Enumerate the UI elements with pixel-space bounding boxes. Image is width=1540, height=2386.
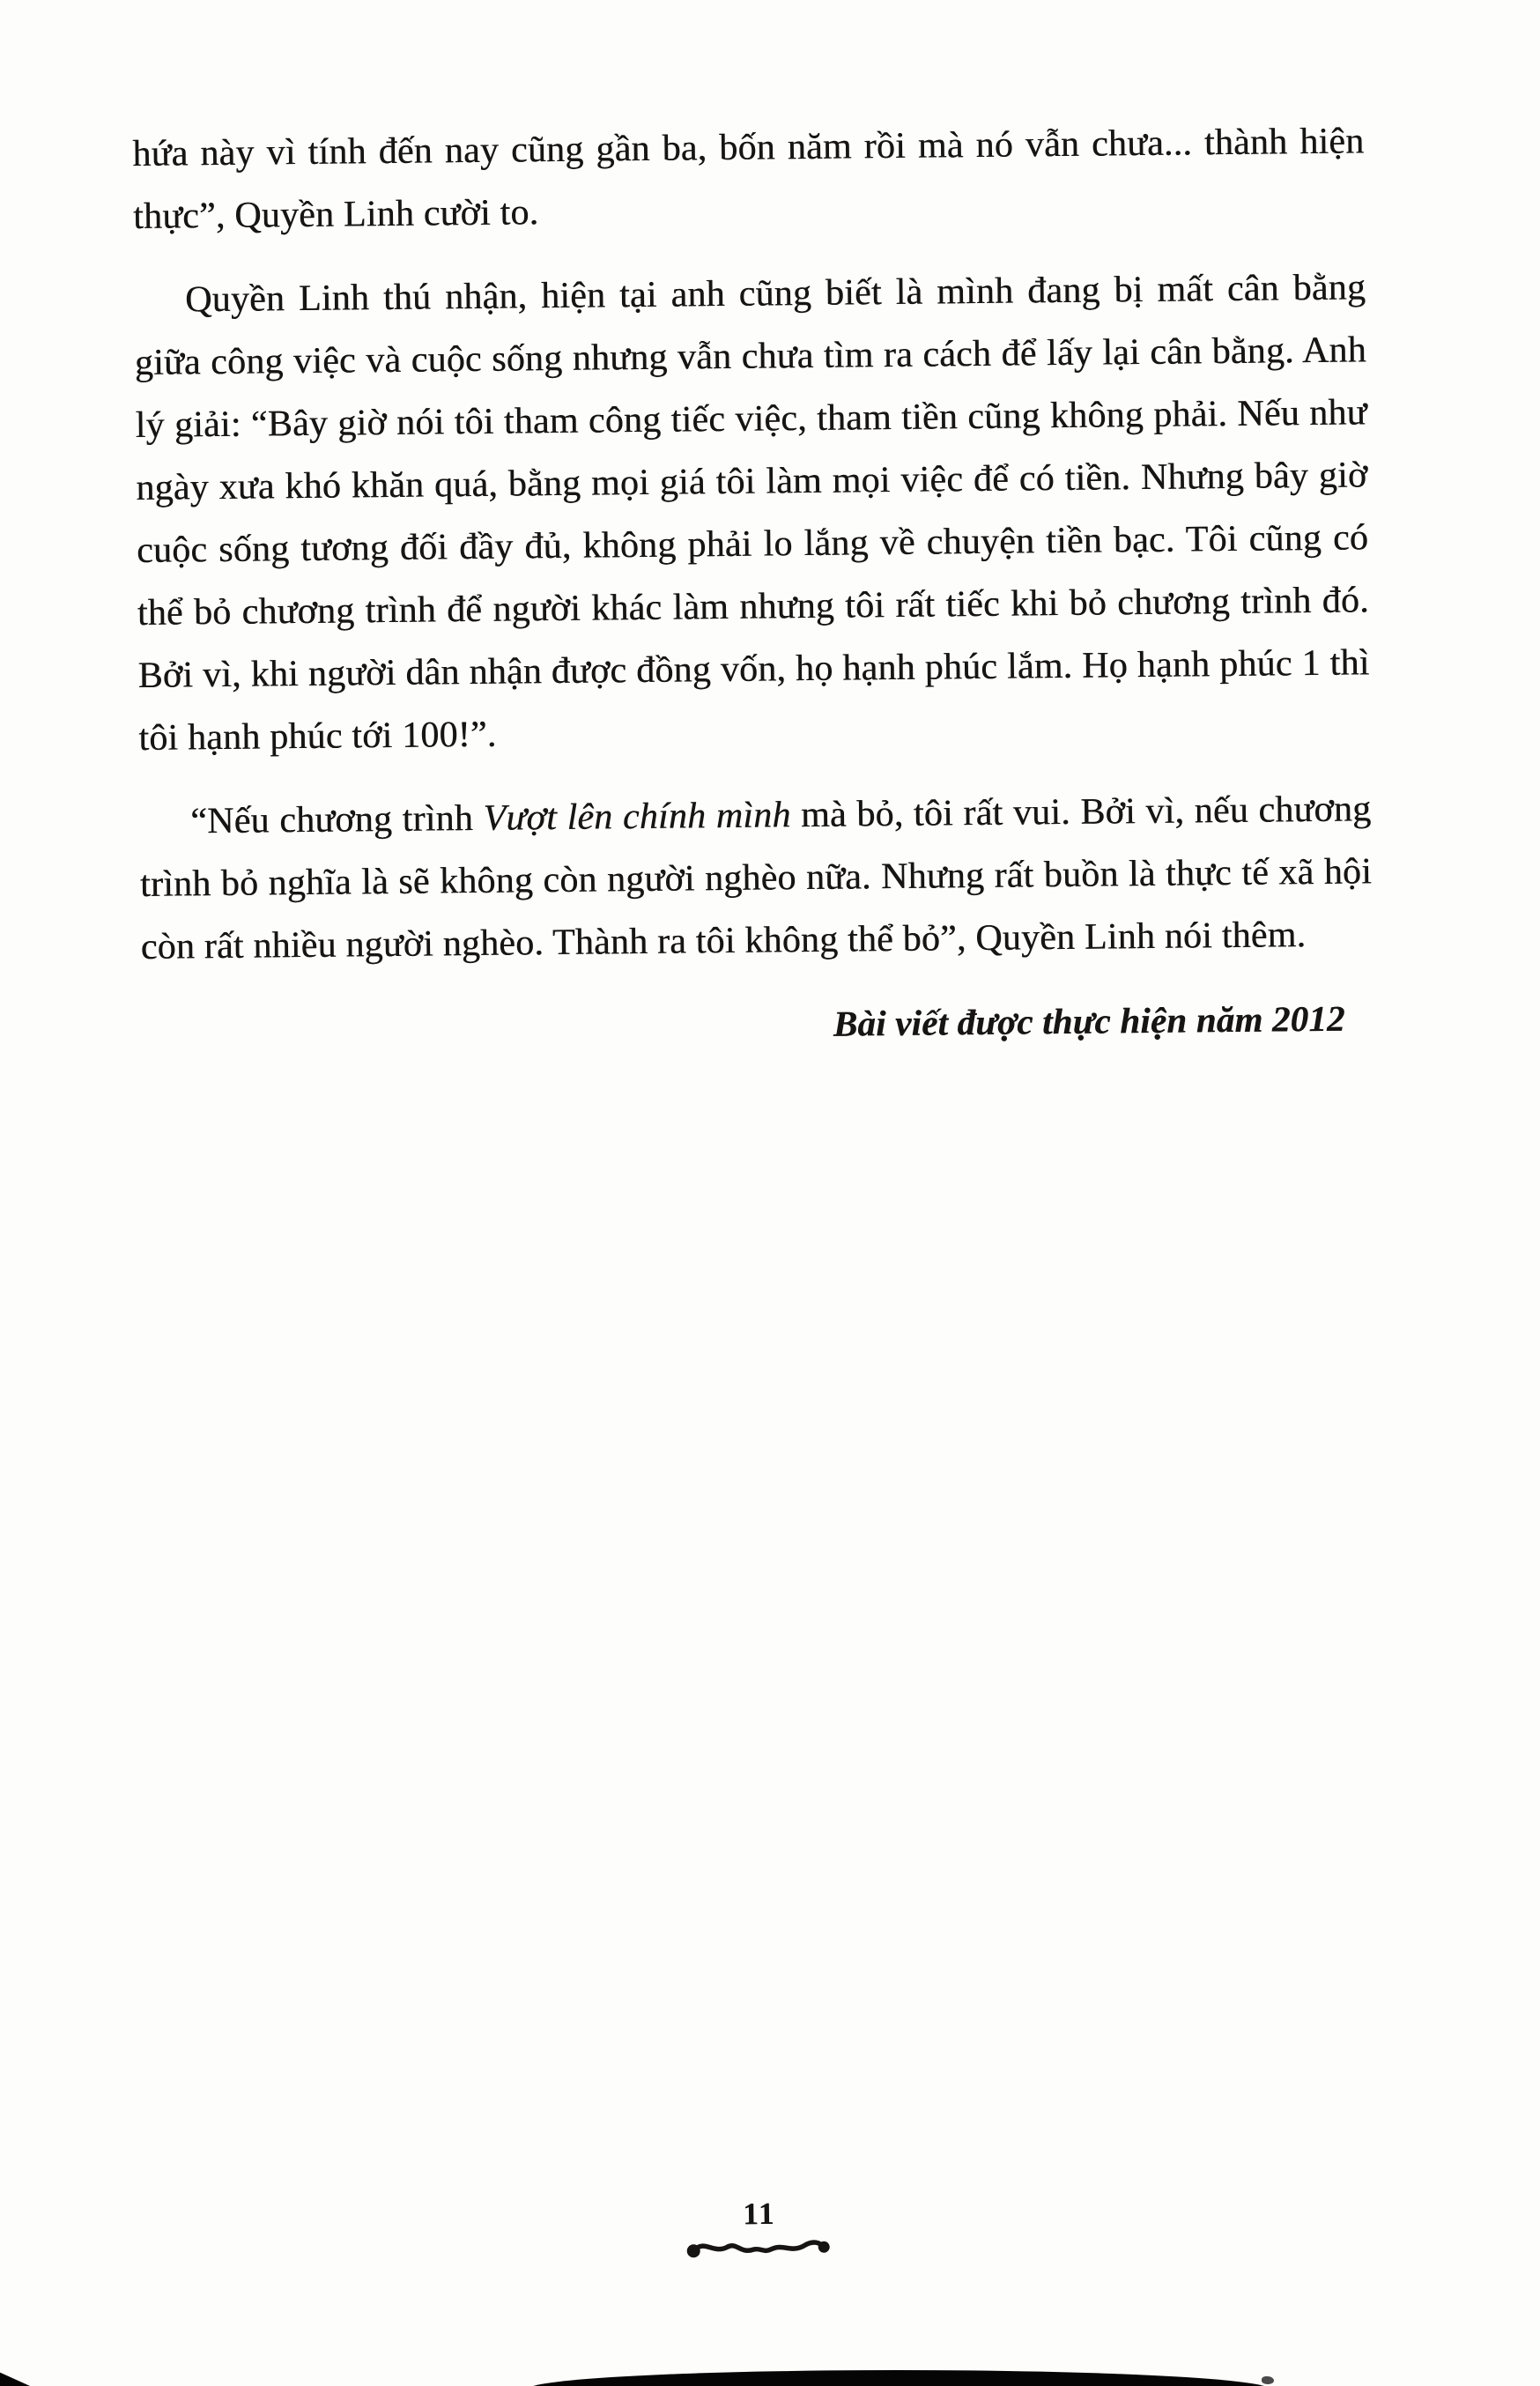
scan-artifact-bottom-band — [527, 2370, 1270, 2386]
page-footer — [680, 2197, 840, 2264]
paragraph-text: “Nếu chương trình — [190, 797, 484, 842]
paragraph-quyen-linh-confession: Quyền Linh thú nhận, hiện tại anh cũng biết là mình đang bị mất cân bằng giữa công việc và cuộc sống nhưng vẫn chưa tìm ra cách để lấy lại cân bằng. Anh lý giải: “Bây giờ nói tôi tham công tiếc việc, tham tiền cũng không phải. Nếu như ngày xưa khó khăn quá, bằng mọi giá tôi làm mọi việc để có tiền. Nhưng bây giờ cuộc sống tương đối đầy đủ, không phải lo lắng về chuyện tiền bạc. Tôi cũng có thể bỏ chương trình để người khác làm nhưng tôi rất tiếc khi bỏ chương trình đó. Bởi vì, khi người dân nhận được đồng vốn, họ hạnh phúc lắm. Họ hạnh phúc 1 thì tôi hạnh phúc tới 100!”. — [134, 267, 1370, 759]
scan-artifact-corner — [0, 2367, 30, 2386]
scan-artifact-speck — [1262, 2376, 1274, 2384]
body-text — [132, 110, 1373, 1063]
paragraph-continuation: hứa này vì tính đến nay cũng gần ba, bốn năm rồi mà nó vẫn chưa... thành hiện thực”, Quyền Linh cười to. — [132, 121, 1365, 237]
page-number: 11 — [743, 2196, 776, 2232]
paragraph-closing-quote — [139, 778, 1373, 979]
byline: Bài viết được thực hiện năm 2012 — [833, 997, 1345, 1044]
paragraph-text: mà bỏ, tôi rất vui. Bởi vì, nếu chương trình bỏ nghĩa là sẽ không còn người nghèo nữa. Nhưng rất buồn là thực tế xã hội còn rất nhiều người nghèo. Thành ra tôi không thể bỏ”, Quyền Linh nói thêm. — [139, 789, 1373, 967]
program-title-italic: Vượt lên chính mình — [483, 795, 791, 839]
